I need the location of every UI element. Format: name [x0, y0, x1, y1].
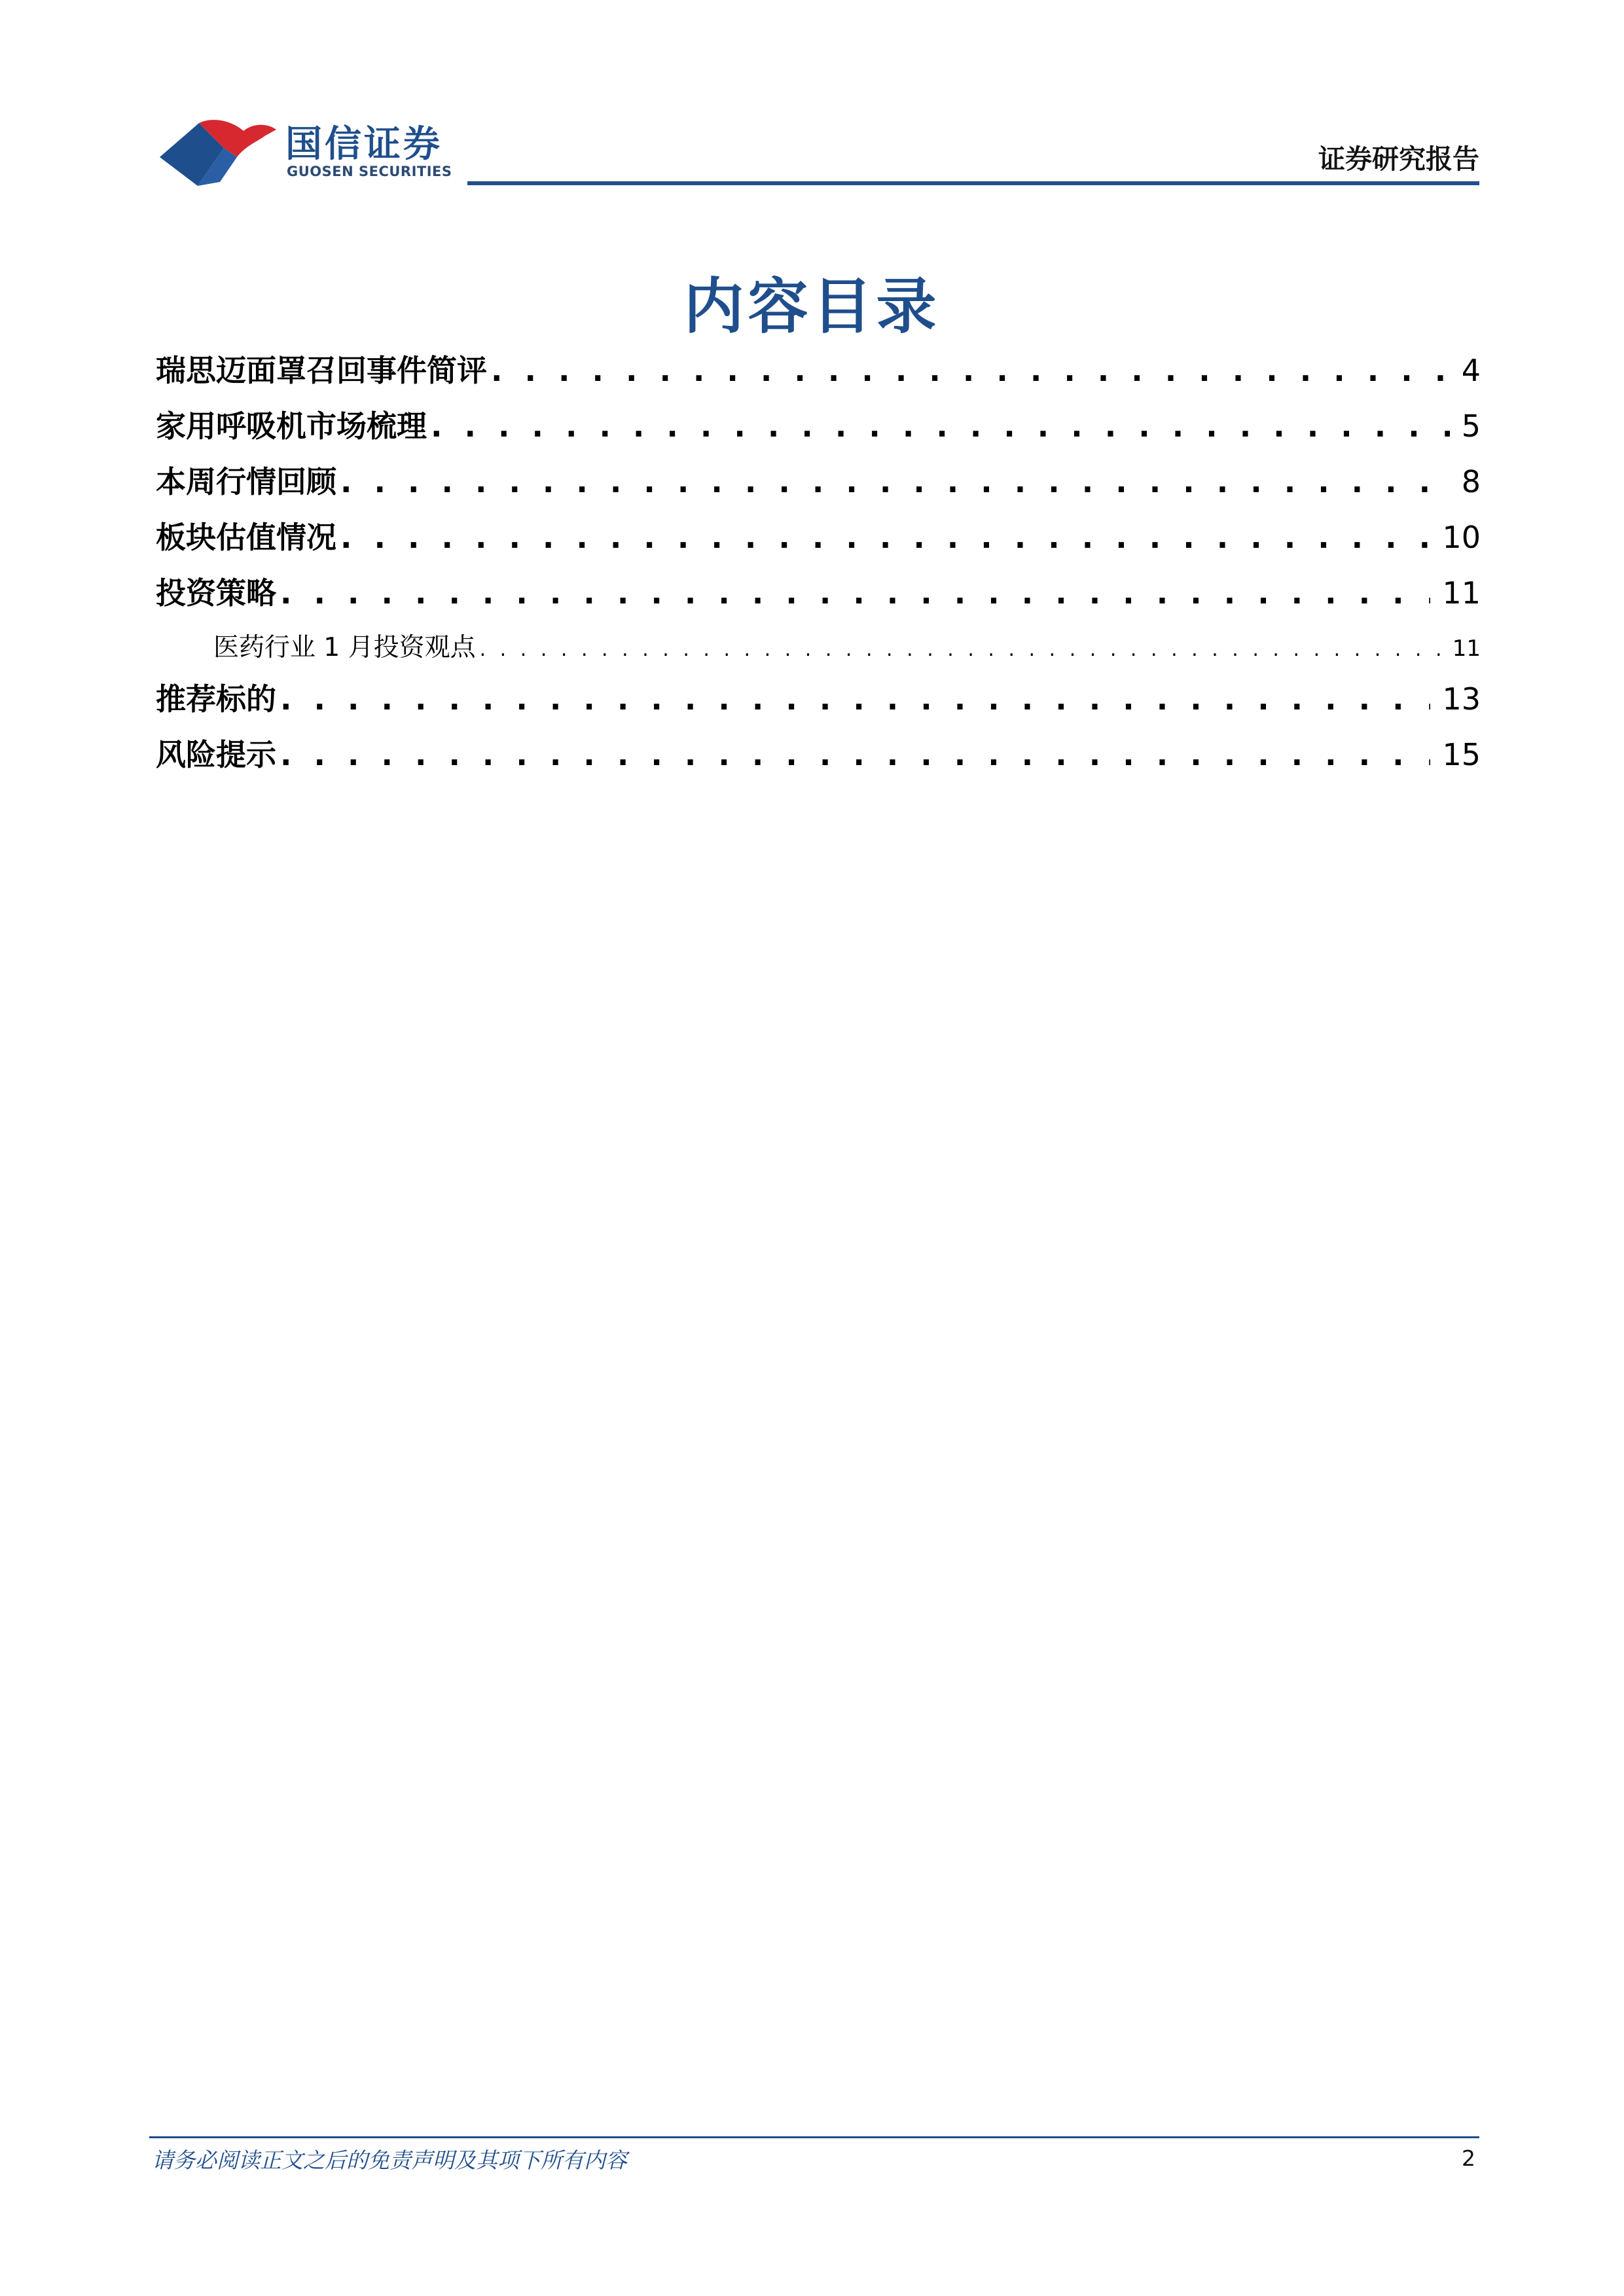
toc-entry-page: 10	[1442, 520, 1481, 555]
toc-dot-leader	[431, 408, 1450, 444]
toc-entry-label: 投资策略	[156, 575, 276, 611]
toc-dot-leader	[280, 575, 1430, 611]
toc-entry[interactable]	[156, 675, 1481, 719]
toc-entry-label: 家用呼吸机市场梳理	[156, 408, 427, 444]
toc-subentry[interactable]	[213, 627, 1481, 664]
toc-entry-label: 推荐标的	[156, 681, 276, 717]
toc-dot-leader	[340, 464, 1450, 499]
toc-entry-page: 8	[1461, 464, 1481, 499]
toc-entry-page: 11	[1442, 575, 1481, 611]
guosen-logo-mark-icon	[160, 117, 278, 188]
toc-entry-page: 4	[1461, 353, 1481, 388]
toc-entry-page: 13	[1442, 681, 1481, 717]
toc-entry[interactable]	[156, 731, 1481, 774]
toc-dot-leader	[340, 520, 1430, 555]
toc-entry[interactable]	[156, 347, 1481, 390]
toc-dot-leader	[480, 638, 1441, 661]
page-number: 2	[1462, 2145, 1475, 2171]
toc-entry-label: 风险提示	[156, 737, 276, 772]
footer-divider	[149, 2136, 1479, 2138]
report-type-label: 证券研究报告	[1318, 143, 1479, 175]
logo-chinese-name: 国信证券	[285, 123, 442, 166]
toc-entry-label: 本周行情回顾	[156, 464, 336, 499]
toc-entry-page: 5	[1461, 408, 1481, 444]
toc-title: 内容目录	[683, 272, 941, 342]
toc-entry[interactable]	[156, 514, 1481, 557]
toc-dot-leader	[280, 681, 1430, 717]
footer-disclaimer: 请务必阅读正文之后的免责声明及其项下所有内容	[152, 2147, 627, 2173]
toc-entry[interactable]	[156, 569, 1481, 613]
toc-entry-page: 11	[1452, 636, 1481, 662]
header-divider	[467, 181, 1479, 185]
toc-entry-label: 板块估值情况	[156, 520, 336, 555]
toc-entry-label: 瑞思迈面罩召回事件简评	[156, 353, 487, 388]
toc-entry-label: 医药行业 1 月投资观点	[213, 633, 476, 662]
toc-dot-leader	[280, 737, 1430, 772]
toc-dot-leader	[491, 353, 1450, 388]
guosen-logo	[160, 113, 474, 191]
logo-english-name: GUOSEN SECURITIES	[287, 164, 452, 179]
toc-entry[interactable]	[156, 403, 1481, 446]
toc-entry-page: 15	[1442, 737, 1481, 772]
toc-entry[interactable]	[156, 458, 1481, 501]
